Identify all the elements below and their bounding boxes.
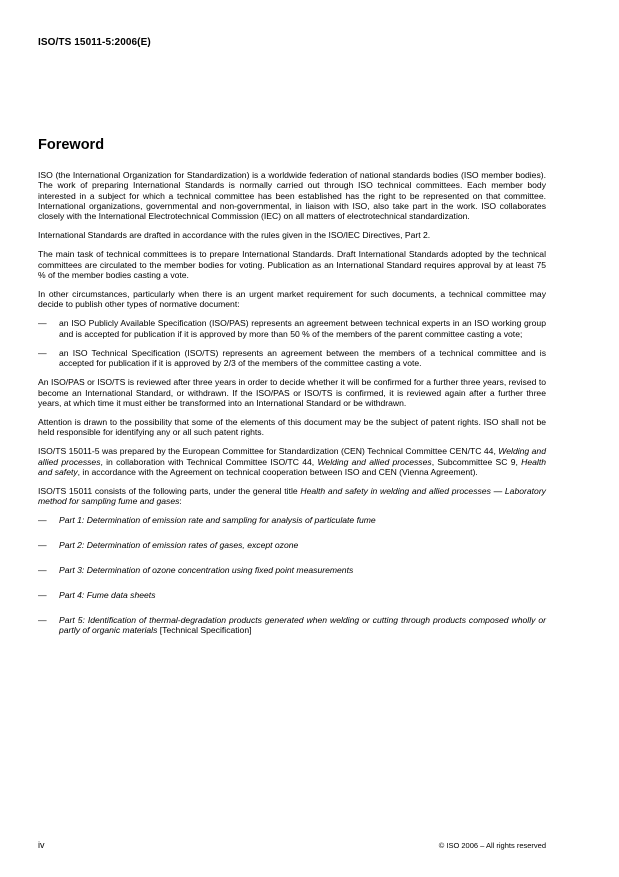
list-item — [38, 515, 546, 525]
paragraph-main-task: The main task of technical committees is to prepare International Standards. Draft International Standards adopted by the technical committees are circulated to the member bodies for voting. Publication as an International Standard requires approval by at least 75 % of the member bodies casting a vote. — [38, 249, 546, 280]
paragraph-other-circumstances: In other circumstances, particularly when there is an urgent market requirement for such documents, a technical committee may decide to publish other types of normative document: — [38, 289, 546, 310]
paragraph-patent: Attention is drawn to the possibility that some of the elements of this document may be the subject of patent rights. ISO shall not be held responsible for identifying any or all such patent rights. — [38, 416, 546, 438]
list-item — [38, 318, 546, 339]
paragraph-iso-intro: ISO (the International Organization for Standardization) is a worldwide federation of national standards bodies (ISO member bodies). The work of preparing International Standards is normally carried out through ISO technical committees. Each member body interested in a subject for which a technical committee has been established has the right to be represented on that committee. International organizations, governmental and non-governmental, in liaison with ISO, also take part in the work. ISO collaborates closely with the International Electrotechnical Commission (IEC) on all matters of electrotechnical standardization. — [38, 170, 546, 222]
part-title: Part 3: Determination of ozone concentration using fixed point measurements — [59, 564, 354, 575]
document-id-header: ISO/TS 15011-5:2006(E) — [38, 37, 151, 48]
page-title: Foreword — [38, 137, 105, 153]
list-item — [38, 590, 546, 600]
list-item — [38, 348, 546, 369]
part-note: [Technical Specification] — [157, 624, 252, 635]
dash-bullet: — — [38, 515, 47, 526]
dash-bullet: — — [38, 347, 47, 358]
list-item — [38, 565, 546, 575]
paragraph-directives: International Standards are drafted in accordance with the rules given in the ISO/IEC Directives, Part 2. — [38, 230, 431, 241]
list-item — [38, 615, 546, 636]
dash-bullet: — — [38, 318, 47, 329]
part-title: Part 4: Fume data sheets — [59, 589, 156, 600]
foreword-body — [38, 170, 546, 635]
part-title: Part 1: Determination of emission rate and sampling for analysis of particulate fume — [59, 515, 376, 526]
paragraph-prepared-by: ISO/TS 15011-5 was prepared by the European Committee for Standardization (CEN) Technical Committee CEN/TC 44, Welding and allied processes, in collaboration with Technical Committee ISO/TC 44, Welding and allied processes, Subcommittee SC 9, Health and safety, in accordance with the Agreement on technical cooperation between ISO and CEN (Vienna Agreement). — [38, 446, 546, 477]
dash-bullet: — — [38, 540, 47, 551]
paragraph-review: An ISO/PAS or ISO/TS is reviewed after three years in order to decide whether it will be confirmed for a further three years, revised to become an International Standard, or withdrawn. If the ISO/PAS or ISO/TS is confirmed, it is reviewed again after a further three years, at which time it must either be transformed into an International Standard or be withdrawn. — [38, 377, 546, 408]
dash-bullet: — — [38, 589, 47, 600]
list-item — [38, 540, 546, 550]
part-title: Part 5: Identification of thermal-degradation products generated when welding or cutting through products composed wholly or partly of organic materials — [59, 614, 546, 635]
page-number: iv — [38, 840, 45, 850]
copyright-notice: © ISO 2006 – All rights reserved — [438, 841, 546, 850]
list-item-text: an ISO Technical Specification (ISO/TS) represents an agreement between the members of a technical committee and is accepted for publication if it is approved by 2/3 of the members of the committee casting a vote. — [59, 347, 546, 369]
dash-bullet: — — [38, 614, 47, 625]
parts-list — [38, 515, 546, 635]
dash-bullet: — — [38, 564, 47, 575]
paragraph-series: ISO/TS 15011 consists of the following parts, under the general title Health and safety in welding and allied processes — Laboratory method for sampling fume and gases: — [38, 486, 546, 507]
part-title: Part 2: Determination of emission rates of gases, except ozone — [59, 540, 299, 551]
list-item-text: an ISO Publicly Available Specification (ISO/PAS) represents an agreement between technical experts in an ISO working group and is accepted for publication if it is approved by more than 50 % of the members of the parent committee casting a vote; — [59, 318, 546, 339]
